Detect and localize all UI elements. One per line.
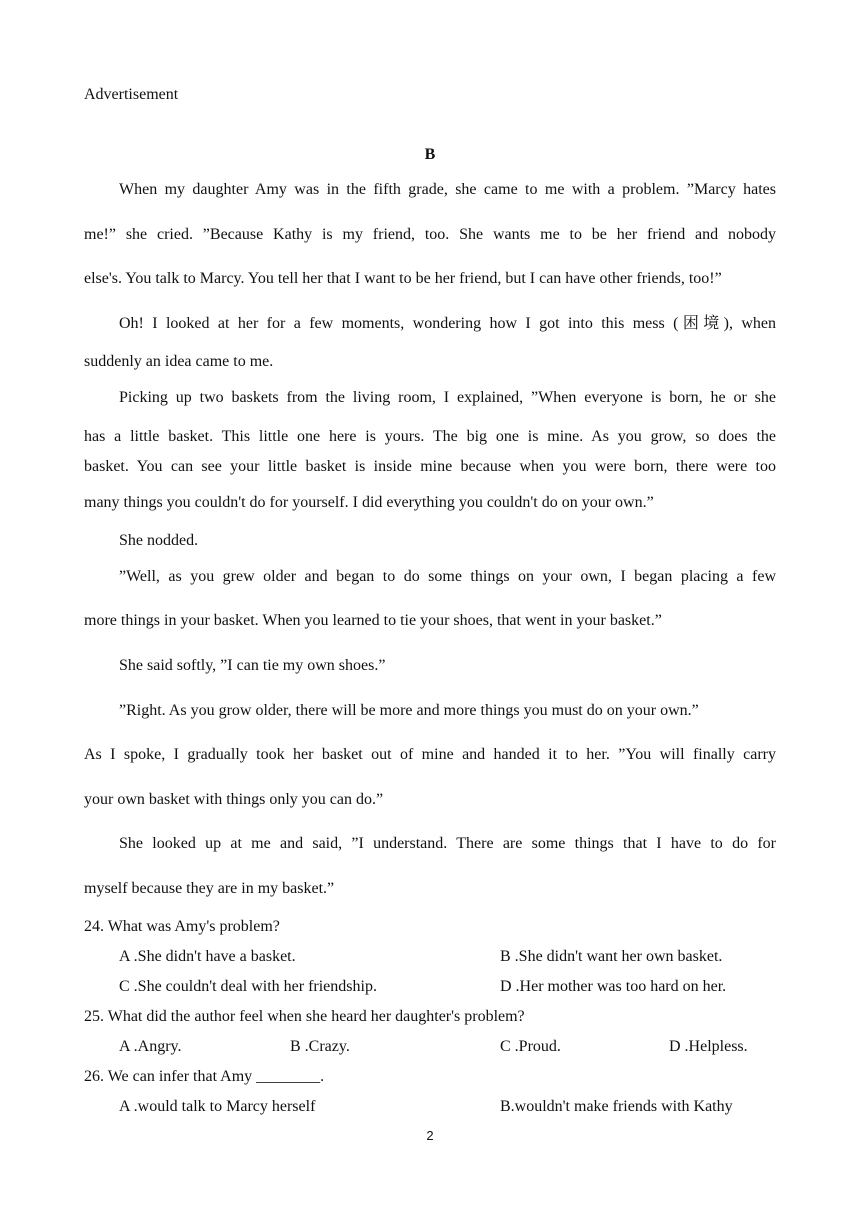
question-stem: 24. What was Amy's problem?: [84, 918, 280, 935]
answer-option: B.wouldn't make friends with Kathy: [500, 1098, 733, 1115]
passage-line: has a little basket. This little one here is yours. The big one is mine. As you grow, so does the: [84, 428, 776, 445]
passage-line: basket. You can see your little basket is inside mine because when you were born, there were too: [84, 458, 776, 475]
answer-option: A .Angry.: [119, 1038, 182, 1055]
answer-option: A .would talk to Marcy herself: [119, 1098, 316, 1115]
passage-line: Picking up two baskets from the living room, I explained, ”When everyone is born, he or she: [119, 389, 776, 406]
page-number: 2: [426, 1128, 434, 1143]
passage-line: She said softly, ”I can tie my own shoes.”: [119, 657, 386, 674]
passage-line: Oh! I looked at her for a few moments, wondering how I got into this mess (困境), when: [119, 315, 776, 332]
answer-option: B .Crazy.: [290, 1038, 350, 1055]
header-label: Advertisement: [84, 86, 179, 103]
passage-line: She nodded.: [119, 532, 199, 549]
passage-line: ”Well, as you grew older and began to do some things on your own, I began placing a few: [119, 568, 776, 585]
passage-line: your own basket with things only you can do.”: [84, 791, 384, 808]
passage-line: me!” she cried. ”Because Kathy is my friend, too. She wants me to be her friend and nobody: [84, 226, 776, 243]
answer-option: B .She didn't want her own basket.: [500, 948, 723, 965]
passage-line: many things you couldn't do for yourself. I did everything you couldn't do on your own.”: [84, 494, 654, 511]
answer-option: C .Proud.: [500, 1038, 561, 1055]
section-title: B: [424, 146, 436, 163]
question-stem: 26. We can infer that Amy ________.: [84, 1068, 325, 1085]
passage-line: myself because they are in my basket.”: [84, 880, 335, 897]
answer-option: A .She didn't have a basket.: [119, 948, 296, 965]
passage-line: suddenly an idea came to me.: [84, 353, 274, 370]
passage-line: more things in your basket. When you learned to tie your shoes, that went in your basket.”: [84, 612, 662, 629]
passage-line: As I spoke, I gradually took her basket out of mine and handed it to her. ”You will finally carry: [84, 746, 776, 763]
passage-line: ”Right. As you grow older, there will be more and more things you must do on your own.”: [119, 702, 699, 719]
passage-line: She looked up at me and said, ”I understand. There are some things that I have to do for: [119, 835, 776, 852]
answer-option: D .Helpless.: [669, 1038, 748, 1055]
answer-option: D .Her mother was too hard on her.: [500, 978, 727, 995]
passage-line: When my daughter Amy was in the fifth grade, she came to me with a problem. ”Marcy hates: [119, 181, 776, 198]
passage-line: else's. You talk to Marcy. You tell her that I want to be her friend, but I can have other friends, too!”: [84, 270, 722, 287]
question-stem: 25. What did the author feel when she heard her daughter's problem?: [84, 1008, 525, 1025]
answer-option: C .She couldn't deal with her friendship.: [119, 978, 377, 995]
